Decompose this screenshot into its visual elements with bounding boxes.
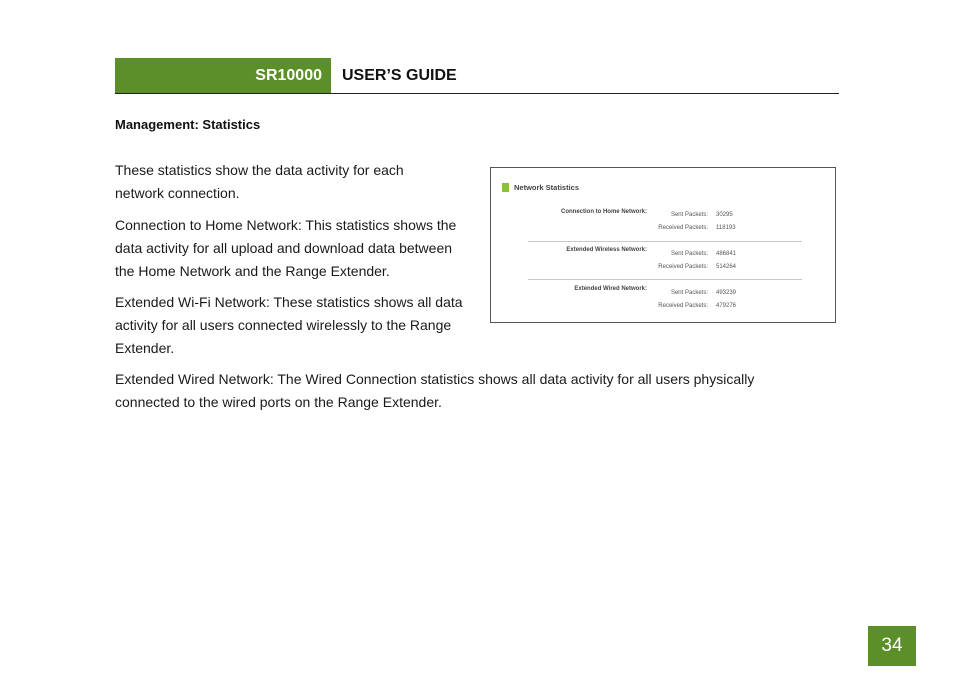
- home-sent-label: Sent Packets:: [670, 212, 708, 218]
- block-divider: [528, 241, 802, 242]
- header-product-banner: [115, 58, 331, 93]
- page-number: 34: [868, 626, 916, 666]
- guide-title: USER’S GUIDE: [342, 67, 457, 84]
- block-divider: [528, 279, 802, 280]
- home-received-label: Received Packets:: [658, 225, 708, 231]
- wired-received-label: Received Packets:: [658, 303, 708, 309]
- header-divider: [115, 93, 839, 94]
- wireless-received-value: 514264: [716, 264, 737, 270]
- paragraph-wifi-network: Extended Wi-Fi Network: These statistics shows all data activity for all users connected wirelessly to the Range Extender.: [115, 294, 463, 356]
- section-title: Management: Statistics: [115, 117, 261, 132]
- section-marker-icon: [502, 183, 509, 192]
- paragraph-wired-network: Extended Wired Network: The Wired Connection statistics shows all data activity for all users physically connected to the wired ports on the Range Extender.: [115, 371, 755, 410]
- wireless-network-label: Extended Wireless Network:: [566, 247, 647, 253]
- wireless-sent-value: 486841: [716, 251, 737, 257]
- home-received-value: 118193: [716, 225, 736, 231]
- paragraph-intro: These statistics show the data activity for each network connection.: [115, 162, 404, 201]
- home-network-label: Connection to Home Network:: [560, 209, 647, 215]
- wireless-received-label: Received Packets:: [658, 264, 708, 270]
- home-sent-value: 30295: [716, 212, 733, 218]
- wired-received-value: 479276: [716, 303, 737, 309]
- wired-network-label: Extended Wired Network:: [574, 286, 647, 292]
- wireless-sent-label: Sent Packets:: [670, 251, 708, 257]
- screenshot-title: Network Statistics: [514, 183, 580, 192]
- paragraph-home-network: Connection to Home Network: This statistics shows the data activity for all upload and download data between the Home Network and the Range Extender.: [115, 217, 457, 279]
- wired-sent-label: Sent Packets:: [670, 290, 708, 296]
- network-statistics-screenshot: [490, 167, 836, 323]
- wired-sent-value: 493239: [716, 290, 737, 296]
- product-name: SR10000: [255, 67, 322, 84]
